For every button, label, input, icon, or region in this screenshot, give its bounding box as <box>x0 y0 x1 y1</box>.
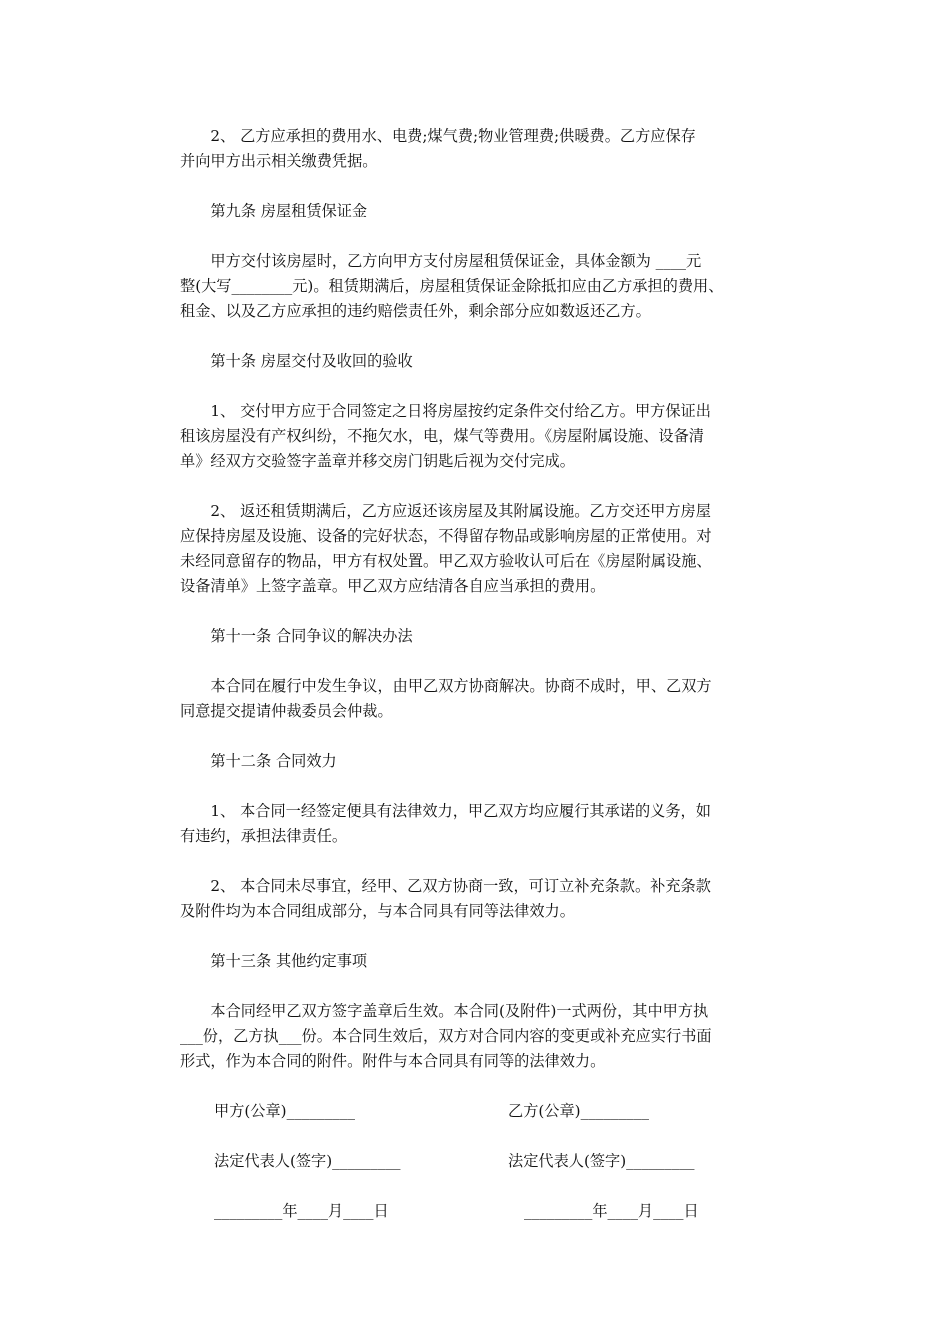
text-line: 1、 本合同一经签定便具有法律效力，甲乙双方均应履行其承诺的义务，如 <box>210 802 711 820</box>
clause10-item1 <box>180 399 780 474</box>
text-line: 本合同经甲乙双方签字盖章后生效。本合同(及附件)一式两份，其中甲方执 <box>210 1002 709 1020</box>
text-line: 租金、以及乙方应承担的违约赔偿责任外，剩余部分应如数返还乙方。 <box>180 302 651 320</box>
text-line: 租该房屋没有产权纠纷，不拖欠水，电，煤气等费用。《房屋附属设施、设备清 <box>180 427 704 445</box>
contract-page <box>180 124 780 1249</box>
clause11-para <box>180 674 780 724</box>
text-line: 2、 本合同未尽事宜，经甲、乙双方协商一致，可订立补充条款。补充条款 <box>210 877 711 895</box>
clause10-heading: 第十条 房屋交付及收回的验收 <box>210 352 413 370</box>
party-a-date-field: _________年____月____日 <box>214 1202 389 1220</box>
text-line: 单》经双方交验签字盖章并移交房门钥匙后视为交付完成。 <box>180 452 575 470</box>
party-b-rep-field: 法定代表人(签字)_________ <box>508 1152 695 1170</box>
signature-seal-row <box>180 1099 780 1124</box>
clause9-heading: 第九条 房屋租赁保证金 <box>210 202 368 220</box>
text-line: 1、 交付甲方应于合同签定之日将房屋按约定条件交付给乙方。甲方保证出 <box>210 402 711 420</box>
clause12-item2 <box>180 874 780 924</box>
text-line: 并向甲方出示相关缴费凭据。 <box>180 152 378 170</box>
clause10-item2 <box>180 499 780 599</box>
party-b-date-field: _________年____月____日 <box>524 1202 699 1220</box>
party-b-seal-field: 乙方(公章)_________ <box>508 1102 649 1120</box>
text-line: 整(大写________元)。租赁期满后，房屋租赁保证金除抵扣应由乙方承担的费用、 <box>180 277 724 295</box>
clause9-para <box>180 249 780 324</box>
signature-rep-row <box>180 1149 780 1174</box>
text-line: 有违约，承担法律责任。 <box>180 827 348 845</box>
clause11-heading: 第十一条 合同争议的解决办法 <box>210 627 413 645</box>
text-line: 设备清单》上签字盖章。甲乙双方应结清各自应当承担的费用。 <box>180 577 606 595</box>
clause13-heading: 第十三条 其他约定事项 <box>210 952 368 970</box>
text-line: 2、 返还租赁期满后，乙方应返还该房屋及其附属设施。乙方交还甲方房屋 <box>210 502 711 520</box>
text-line: ___份，乙方执___份。本合同生效后，双方对合同内容的变更或补充应实行书面 <box>180 1027 712 1045</box>
party-a-rep-field: 法定代表人(签字)_________ <box>214 1152 401 1170</box>
signature-date-row <box>180 1199 780 1224</box>
clause8-item2 <box>180 124 780 174</box>
text-line: 甲方交付该房屋时，乙方向甲方支付房屋租赁保证金，具体金额为 ____元 <box>210 252 702 270</box>
text-line: 2、 乙方应承担的费用水、电费;煤气费;物业管理费;供暖费。乙方应保存 <box>210 127 696 145</box>
clause12-item1 <box>180 799 780 849</box>
text-line: 同意提交提请仲裁委员会仲裁。 <box>180 702 393 720</box>
clause12-heading: 第十二条 合同效力 <box>210 752 337 770</box>
text-line: 未经同意留存的物品，甲方有权处置。甲乙双方验收认可后在《房屋附属设施、 <box>180 552 712 570</box>
party-a-seal-field: 甲方(公章)_________ <box>214 1102 355 1120</box>
clause13-para <box>180 999 780 1074</box>
text-line: 形式，作为本合同的附件。附件与本合同具有同等的法律效力。 <box>180 1052 606 1070</box>
text-line: 本合同在履行中发生争议，由甲乙双方协商解决。协商不成时，甲、乙双方 <box>210 677 712 695</box>
text-line: 应保持房屋及设施、设备的完好状态，不得留存物品或影响房屋的正常使用。对 <box>180 527 712 545</box>
text-line: 及附件均为本合同组成部分，与本合同具有同等法律效力。 <box>180 902 575 920</box>
